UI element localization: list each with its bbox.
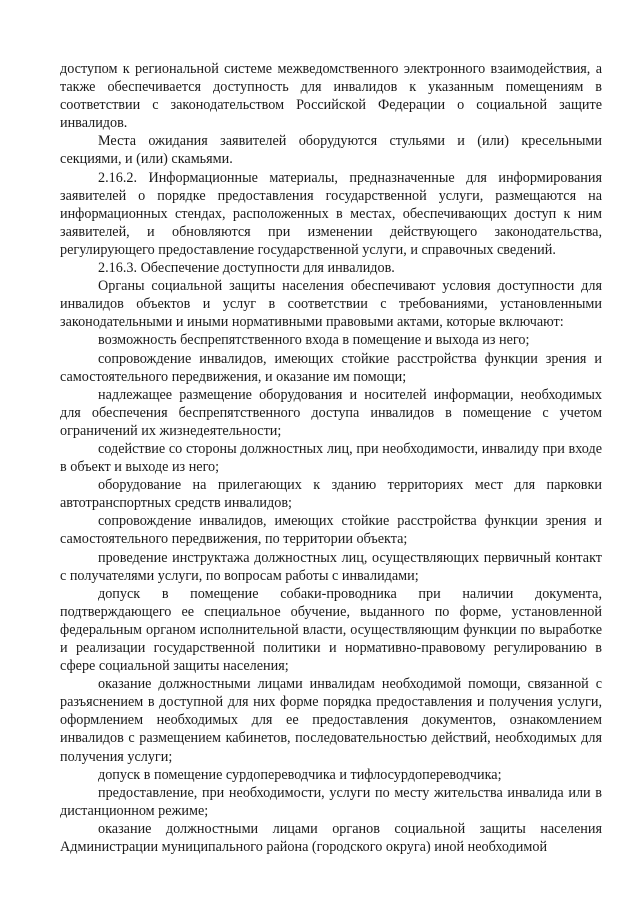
list-item: содействие со стороны должностных лиц, при необходимости, инвалиду при входе в объект и выходе из него; (60, 440, 602, 476)
paragraph-2-16-2: 2.16.2. Информационные материалы, предназначенные для информирования заявителей о порядке предоставления государственной услуги, размещаются на информационных стендах, расположенных в местах, обеспечивающих доступ к ним заявителей, и обновляются при изменении действующего законодательства, регулирующего предоставление государственной услуги, и справочных сведений. (60, 169, 602, 258)
list-item: возможность беспрепятственного входа в помещение и выхода из него; (98, 332, 530, 349)
list-item: оказание должностными лицами органов социальной защиты населения Администрации муниципального района (городского округа) иной необходимой (60, 820, 602, 856)
document-body (60, 60, 602, 856)
list-item: надлежащее размещение оборудования и носителей информации, необходимых для обеспечения беспрепятственного доступа инвалидов в помещение с учетом ограничений их жизнедеятельности; (60, 386, 602, 439)
paragraph-waiting-areas: Места ожидания заявителей оборудуются стульями и (или) кресельными секциями, и (или) скамьями. (60, 133, 602, 168)
list-item: проведение инструктажа должностных лиц, осуществляющих первичный контакт с получателями услуги, по вопросам работы с инвалидами; (60, 549, 602, 584)
list-item: допуск в помещение собаки-проводника при наличии документа, подтверждающего ее специальное обучение, выданного по форме, установленной федеральным органом исполнительной власти, осуществляющим функции по выработке и реализации государственной политики и нормативно-правовому регулированию в сфере социальной защиты населения; (60, 585, 602, 675)
list-item: сопровождение инвалидов, имеющих стойкие расстройства функции зрения и самостоятельного передвижения, по территории объекта; (60, 513, 602, 548)
list-item: оказание должностными лицами инвалидам необходимой помощи, связанной с разъяснением в доступной для них форме порядка предоставления и получения услуги, оформлением необходимых для ее предоставления документов, ознакомлением инвалидов с размещением кабинетов, последовательностью действий, необходимых для получения услуги; (60, 676, 602, 765)
list-item: оборудование на прилегающих к зданию территориях мест для парковки автотранспортных средств инвалидов; (60, 477, 602, 512)
paragraph-2-16-3-heading: 2.16.3. Обеспечение доступности для инвалидов. (98, 260, 395, 277)
list-item: допуск в помещение сурдопереводчика и тифлосурдопереводчика; (98, 766, 502, 783)
list-item: сопровождение инвалидов, имеющих стойкие расстройства функции зрения и самостоятельного передвижения, и оказание им помощи; (60, 350, 602, 385)
list-item: предоставление, при необходимости, услуги по месту жительства инвалида или в дистанционном режиме; (60, 784, 602, 819)
paragraph-accessibility-intro: Органы социальной защиты населения обеспечивают условия доступности для инвалидов объектов и услуг в соответствии с требованиями, установленными законодательными и иными нормативными правовыми актами, которые включают: (60, 278, 602, 331)
paragraph-continuation: доступом к региональной системе межведомственного электронного взаимодействия, а также обеспечивается доступность для инвалидов к указанным помещениям в соответствии с законодательством Российской Федерации о социальной защите инвалидов. (60, 61, 602, 132)
